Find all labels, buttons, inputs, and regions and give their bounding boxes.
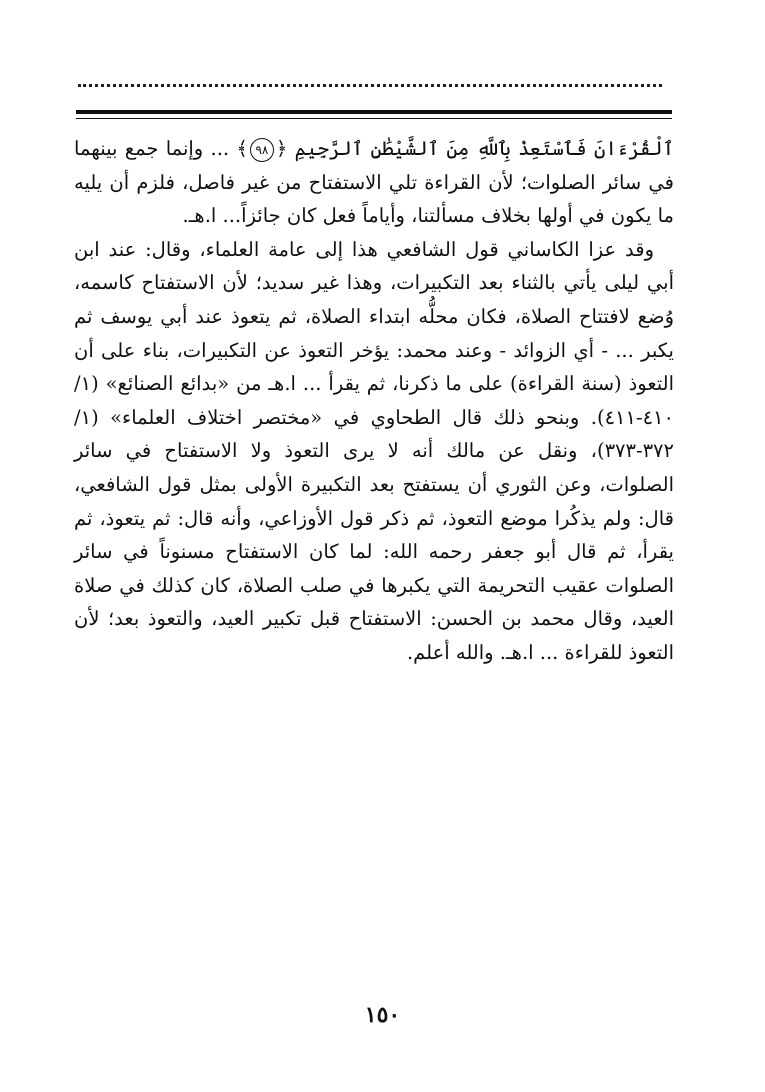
paragraph-1 [74, 132, 674, 233]
main-text [74, 132, 674, 670]
header-thin-rule [76, 118, 672, 119]
paragraph-1-text: ... وإنما جمع بينهما في سائر الصلوات؛ لأن القراءة تلي الاستفتاح من غير فاصل، فلزم أن يليه ما يكون في أولها بخلاف مسألتنا، وأياماً فعل كان جائزاً... ا.هـ. [74, 137, 674, 228]
paragraph-2: وقد عزا الكاساني قول الشافعي هذا إلى عامة العلماء، وقال: عند ابن أبي ليلى يأتي بالثناء بعد التكبيرات، وهذا غير سديد؛ لأن الاستفتاح كاسمه، وُضع لافتتاح الصلاة، فكان محلُّه ابتداء الصلاة، ثم يتعوذ عند أبي يوسف ثم يكبر ... - أي الزوائد - وعند محمد: يؤخر التعوذ عن التكبيرات، بناء على أن التعوذ (سنة القراءة) على ما ذكرنا، ثم يقرأ ... ا.هـ من «بدائع الصنائع» (١/ ٤١٠-٤١١). وبنحو ذلك قال الطحاوي في «مختصر اختلاف العلماء» (١/ ٣٧٢-٣٧٣)، ونقل عن مالك أنه لا يرى التعوذ ولا الاستفتاح في سائر الصلوات، وعن الثوري أن يستفتح بعد التكبيرة الأولى بمثل قول الشافعي، قال: ولم يذكُرا موضع التعوذ، ثم ذكر قول الأوزاعي، وأنه قال: ثم يتعوذ، ثم يقرأ، ثم قال أبو جعفر رحمه الله: لما كان الاستفتاح مسنوناً في سائر الصلوات عقيب التحريمة التي يكبرها في صلب الصلاة، كان كذلك في صلاة العيد، وقال محمد بن الحسن: الاستفتاح قبل تكبير العيد، والتعوذ بعد؛ لأن التعوذ للقراءة ... ا.هـ. والله أعلم. [74, 237, 674, 664]
verse-number-marker: ٩٨ [250, 138, 274, 162]
verse-close-bracket: ﴾ [236, 137, 248, 160]
header-dotted-rule [78, 84, 662, 97]
page-number: ١٥٠ [364, 1002, 401, 1028]
quran-verse: ٱلْقُرْءَانَ فَٱسْتَعِذْ بِٱللَّهِ مِنَ ٱلشَّيْطَٰنِ ٱلرَّجِيمِ [294, 137, 675, 160]
verse-open-bracket: ﴿ [275, 137, 288, 160]
header-thick-rule [76, 110, 672, 114]
